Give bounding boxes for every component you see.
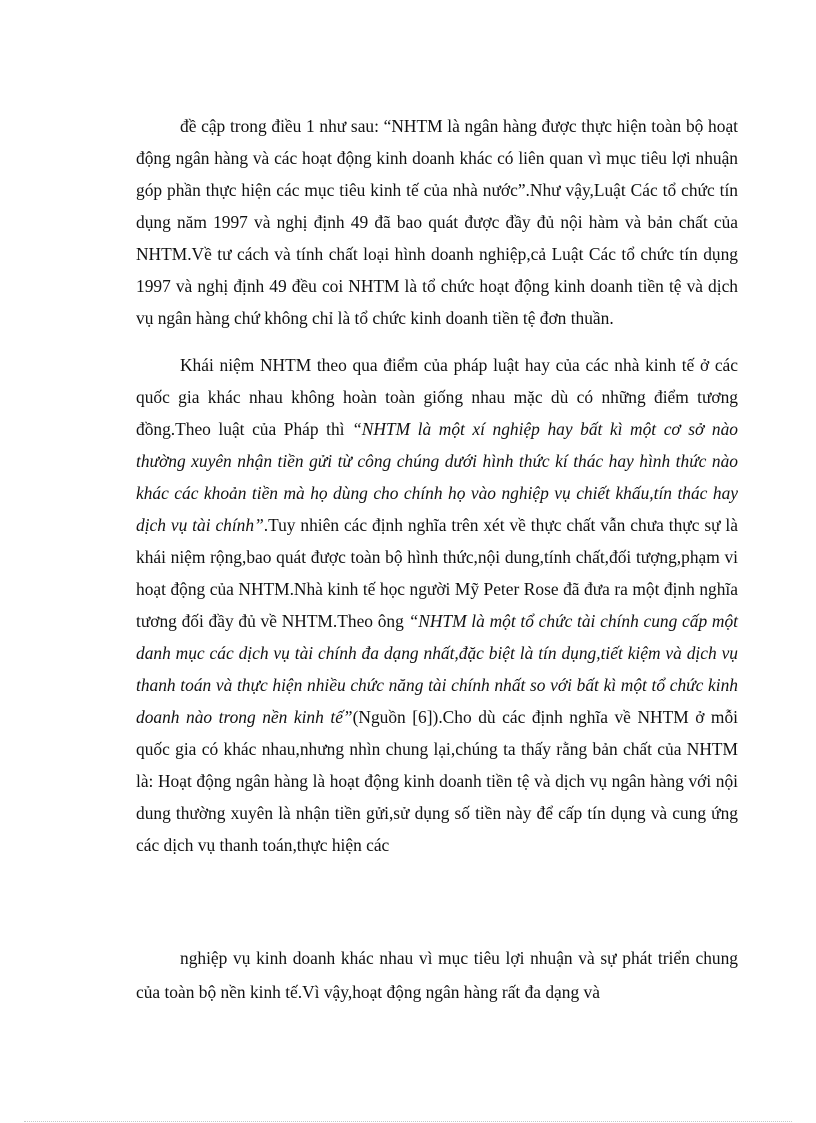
page-bottom-divider [24, 1121, 792, 1122]
paragraph-2-text-2: .Tuy nhiên các định nghĩa trên xét về thực chất vẫn chưa thực sự là khái niệm rộng,bao quát được toàn bộ hình thức,nội dung,tính chất,đối tượng,phạm vi hoạt động của NHTM.Nhà kinh tế học người Mỹ Peter Rose đã đưa ra một định nghĩa tương đối đầy đủ về NHTM.Theo ông [136, 515, 738, 631]
paragraph-3 [136, 941, 738, 1009]
paragraph-2-text-3: (Nguồn [6]).Cho dù các định nghĩa về NHTM ở mỗi quốc gia có khác nhau,nhưng nhìn chung lại,chúng ta thấy rằng bản chất của NHTM là: Hoạt động ngân hàng là hoạt động kinh doanh tiền tệ và dịch vụ ngân hàng với nội dung thường xuyên là nhận tiền gửi,sử dụng số tiền này để cấp tín dụng và cung ứng các dịch vụ thanh toán,thực hiện các [136, 707, 738, 855]
paragraph-3-text: nghiệp vụ kinh doanh khác nhau vì mục tiêu lợi nhuận và sự phát triển chung của toàn bộ nền kinh tế.Vì vậy,hoạt động ngân hàng rất đa dạng và [136, 948, 738, 1002]
paragraph-2-quote-2: “NHTM là một tổ chức tài chính cung cấp một danh mục các dịch vụ tài chính đa dạng nhất,đặc biệt là tín dụng,tiết kiệm và dịch vụ thanh toán và thực hiện nhiều chức năng tài chính nhất so với bất kì một tổ chức kinh doanh nào trong nền kinh tế” [136, 611, 738, 727]
paragraph-2 [136, 349, 738, 861]
paragraph-1 [136, 110, 738, 334]
paragraph-2-text-1: Khái niệm NHTM theo qua điểm của pháp luật hay của các nhà kinh tế ở các quốc gia khác nhau không hoàn toàn giống nhau mặc dù có những điểm tương đồng.Theo luật của Pháp thì [136, 355, 738, 439]
paragraph-2-quote-1: “NHTM là một xí nghiệp hay bất kì một cơ sở nào thường xuyên nhận tiền gửi từ công chúng dưới hình thức kí thác hay hình thức nào khác các khoản tiền mà họ dùng cho chính họ vào nghiệp vụ chiết khấu,tín thác hay dịch vụ tài chính” [136, 419, 738, 535]
paragraph-1-text: đề cập trong điều 1 như sau: “NHTM là ngân hàng được thực hiện toàn bộ hoạt động ngân hàng và các hoạt động kinh doanh khác có liên quan vì mục tiêu lợi nhuận góp phần thực hiện các mục tiêu kinh tế của nhà nước”.Như vậy,Luật Các tổ chức tín dụng năm 1997 và nghị định 49 đã bao quát được đầy đủ nội hàm và bản chất của NHTM.Về tư cách và tính chất loại hình doanh nghiệp,cả Luật Các tổ chức tín dụng 1997 và nghị định 49 đều coi NHTM là tổ chức hoạt động kinh doanh tiền tệ và dịch vụ ngân hàng chứ không chỉ là tổ chức kinh doanh tiền tệ đơn thuần. [136, 116, 738, 328]
